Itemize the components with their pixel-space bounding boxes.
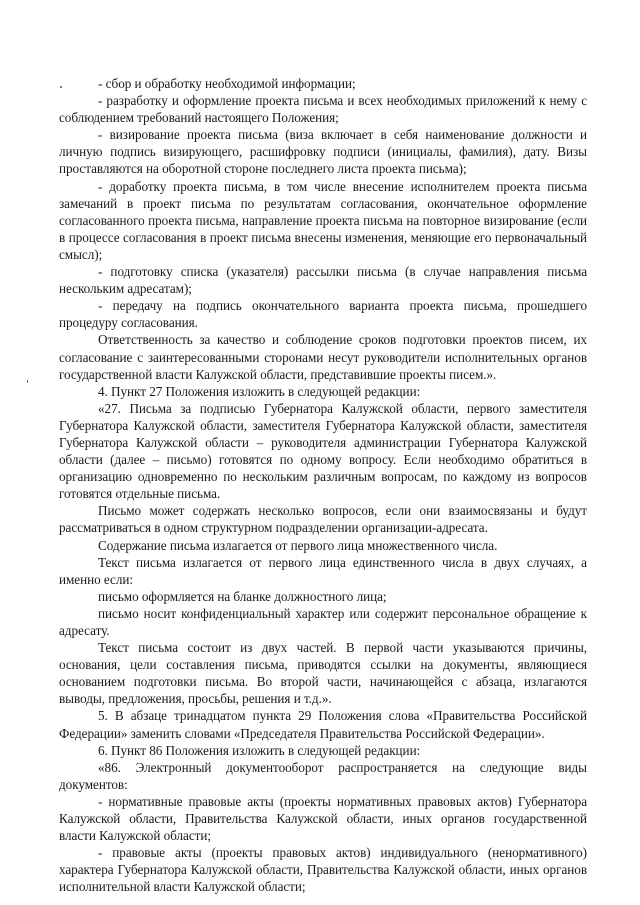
paragraph: - визирование проекта письма (виза включает в себя наименование должности и личную подпись визирующего, расшифровку подписи (инициалы, фамилия), дату. Визы проставляются на оборотной стороне последнего листа проекта письма); xyxy=(59,127,587,177)
paragraph: Письмо может содержать несколько вопросов, если они взаимосвязаны и будут рассматриваться в одном структурном подразделении организации-адресата. xyxy=(59,503,587,536)
paragraph: - сбор и обработку необходимой информации; xyxy=(98,76,356,91)
paragraph: - доработку проекта письма, в том числе внесение исполнителем проекта письма замечаний в проект письма по результатам согласования, окончательное оформление согласованного проекта письма, направление проекта письма на повторное визирование (если в процессе согласования в проект письма внесены изменения, меняющие его первоначальный смысл); xyxy=(59,178,587,262)
paragraph: - передачу на подпись окончательного варианта проекта письма, прошедшего процедуру согласования. xyxy=(59,298,587,331)
paragraph: 5. В абзаце тринадцатом пункта 29 Положения слова «Правительства Российской Федерации» заменить словами «Председателя Правительства Российской Федерации». xyxy=(59,708,587,741)
paragraph: 6. Пункт 86 Положения изложить в следующей редакции: xyxy=(98,742,421,758)
paragraph: - нормативные правовые акты (проекты нормативных правовых актов) Губернатора Калужской области, Правительства Калужской области, иных органов государственной власти Калужской области; xyxy=(59,793,587,844)
paragraph: «27. Письма за подписью Губернатора Калужской области, первого заместителя Губернатора Калужской области, заместителя Губернатора Калужской области, заместителя Губернатора Калужской области – руководителя администрации Губернатора Калужской области (далее – письмо) готовятся по одному вопросу. Если необходимо обратиться в организацию одновременно по нескольким различным вопросам, по каждому из вопросов готовятся отдельные письма. xyxy=(59,400,587,502)
paragraph: «86. Электронный документооборот распространяется на следующие виды документов: xyxy=(59,759,587,792)
scan-speck xyxy=(27,380,28,383)
paragraph: - подготовку списка (указателя) рассылки письма (в случае направления письма нескольким адресатам); xyxy=(59,264,587,297)
paragraph: Текст письма состоит из двух частей. В первой части указываются причины, основания, цели составления письма, приводятся ссылки на документы, являющиеся основанием подготовки письма. Во второй части, начинающейся с абзаца, излагаются выводы, предложения, просьбы, решения и т.д.». xyxy=(59,640,587,707)
paragraph: - разработку и оформление проекта письма и всех необходимых приложений к нему с соблюдением требований настоящего Положения; xyxy=(59,93,587,126)
paragraph: Ответственность за качество и соблюдение сроков подготовки проектов писем, их согласование с заинтересованными сторонами несут руководители исполнительных органов государственной власти Калужской области, представившие проекты писем.». xyxy=(59,332,587,382)
paragraph: Содержание письма излагается от первого лица множественного числа. xyxy=(98,537,498,553)
paragraph: 4. Пункт 27 Положения изложить в следующей редакции: xyxy=(98,383,421,399)
paragraph: письмо оформляется на бланке должностного лица; xyxy=(98,588,387,604)
paragraph: письмо носит конфиденциальный характер или содержит персональное обращение к адресату. xyxy=(59,605,587,638)
paragraph: Текст письма излагается от первого лица единственного числа в двух случаях, а именно если: xyxy=(59,554,587,587)
paragraph: - правовые акты (проекты правовых актов) индивидуального (ненормативного) характера Губернатора Калужской области, Правительства Калужской области, иных органов исполнительной власти Калужской области; xyxy=(59,845,587,895)
document-body xyxy=(59,75,587,896)
